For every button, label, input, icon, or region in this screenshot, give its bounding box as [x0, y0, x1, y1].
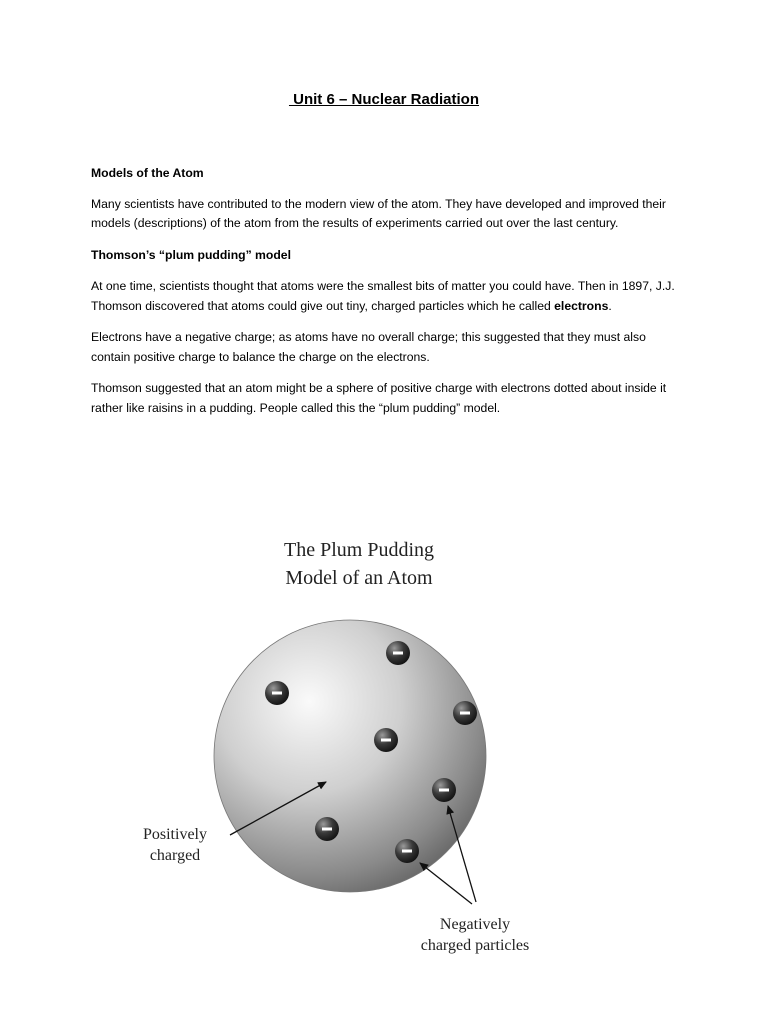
- bold-term-electrons: electrons: [554, 298, 609, 313]
- label-line: charged: [149, 847, 201, 864]
- electron-particle: [315, 817, 339, 841]
- electron-particle: [432, 778, 456, 802]
- electron-particle: [386, 641, 410, 665]
- atom-sphere: [214, 620, 486, 892]
- label-positively-charged: [130, 824, 220, 866]
- figure-title-line: The Plum Pudding: [283, 539, 434, 561]
- paragraph-text: .: [608, 298, 612, 313]
- label-line: charged particles: [420, 937, 530, 954]
- paragraph-models-intro: Many scientists have contributed to the modern view of the atom. They have developed and improved their models (descriptions) of the atom from the results of experiments carried out over the last century.: [91, 196, 666, 230]
- label-negatively-charged: [400, 914, 550, 956]
- arrow-negative-2: [420, 863, 472, 904]
- paragraph-plum-pudding: Thomson suggested that an atom might be a sphere of positive charge with electrons dotted about inside it rather like raisins in a pudding. People called this the “plum pudding” model.: [91, 381, 667, 415]
- plum-pudding-figure: [130, 530, 570, 970]
- electron-particle: [395, 839, 419, 863]
- electron-particle: [374, 728, 398, 752]
- paragraph-text: At one time, scientists thought that atoms were the smallest bits of matter you could have. Then in 1897, J.J. Thomson discovered that atoms could give out tiny, charged particles which he called: [91, 279, 675, 313]
- section-heading-models: Models of the Atom: [91, 166, 204, 180]
- paragraph-thomson-discovery: [91, 277, 681, 316]
- page-title: Unit 6 – Nuclear Radiation: [288, 91, 480, 108]
- document-body: [91, 164, 681, 430]
- section-heading-thomson: Thomson’s “plum pudding” model: [91, 247, 291, 262]
- electron-particle: [453, 701, 477, 725]
- figure-title-line: Model of an Atom: [285, 567, 433, 589]
- atom-diagram: [130, 530, 570, 970]
- paragraph-negative-charge: Electrons have a negative charge; as atoms have no overall charge; this suggested that they must also contain positive charge to balance the charge on the electrons.: [91, 330, 646, 364]
- label-line: Negatively: [439, 916, 511, 933]
- label-line: Positively: [142, 826, 207, 843]
- electron-particle: [265, 681, 289, 705]
